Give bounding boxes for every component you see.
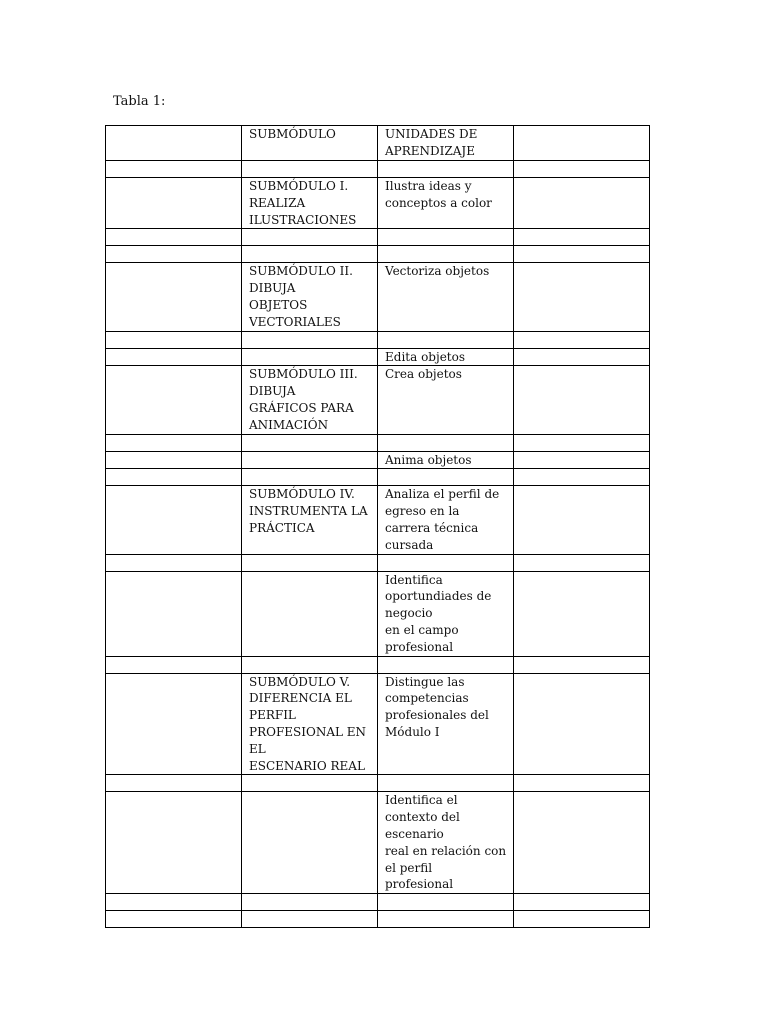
table-cell: SUBMÓDULO IV. INSTRUMENTA LA PRÁCTICA [242,486,378,554]
table-cell [242,161,378,178]
table-cell [106,673,242,775]
table-row [106,331,650,348]
table-cell [378,161,514,178]
table-cell [514,469,650,486]
table-cell [242,434,378,451]
table-cell [106,434,242,451]
table-cell [514,246,650,263]
table-cell [106,571,242,656]
table-cell [106,894,242,911]
table-cell: UNIDADES DE APRENDIZAJE [378,126,514,161]
table-cell [514,263,650,331]
table-cell [514,911,650,928]
table-row [106,229,650,246]
table-cell [514,486,650,554]
table-row [106,126,650,161]
table-row [106,775,650,792]
table-cell [514,126,650,161]
table-cell [106,263,242,331]
table-row [106,911,650,928]
table-cell: Identifica el contexto del escenario real en relación con el perfil profesional [378,792,514,894]
table-row [106,656,650,673]
table-cell [378,775,514,792]
table-cell [242,894,378,911]
table-cell [514,161,650,178]
table-cell [106,656,242,673]
table-row [106,451,650,469]
table-cell [378,554,514,571]
table-cell [514,894,650,911]
table-cell: SUBMÓDULO I. REALIZA ILUSTRACIONES [242,178,378,229]
table-cell [514,792,650,894]
table-row [106,486,650,554]
table-cell [242,246,378,263]
table-cell [242,469,378,486]
table-cell [378,894,514,911]
table-cell: Anima objetos [378,451,514,469]
table-row [106,161,650,178]
table-cell [242,451,378,469]
table-cell [106,775,242,792]
table-cell [106,486,242,554]
table-cell [514,775,650,792]
table-row [106,434,650,451]
modules-table [105,125,650,928]
table-cell [514,366,650,434]
table-cell [514,348,650,366]
table-cell [106,229,242,246]
table-cell [242,571,378,656]
table-cell [106,554,242,571]
table-cell [242,792,378,894]
table-cell [378,246,514,263]
table-row [106,894,650,911]
table-caption: Tabla 1: [113,94,166,109]
table-row [106,246,650,263]
table-cell [514,434,650,451]
table-row [106,792,650,894]
table-cell [242,911,378,928]
table-cell: SUBMÓDULO [242,126,378,161]
table-cell: Crea objetos [378,366,514,434]
table-cell [378,229,514,246]
table-row [106,469,650,486]
table-cell [514,571,650,656]
table-cell [106,178,242,229]
table-cell [514,673,650,775]
table-cell [378,656,514,673]
table-row [106,673,650,775]
table-cell [242,775,378,792]
table-cell [106,348,242,366]
table-cell: Ilustra ideas y conceptos a color [378,178,514,229]
table-cell [378,911,514,928]
table-cell [242,331,378,348]
table-cell [106,451,242,469]
table-cell: Vectoriza objetos [378,263,514,331]
table-row [106,554,650,571]
table-cell [514,331,650,348]
table-cell: Analiza el perfil de egreso en la carrera técnica cursada [378,486,514,554]
table-row [106,348,650,366]
table-cell [106,469,242,486]
table-cell: SUBMÓDULO III. DIBUJA GRÁFICOS PARA ANIMACIÓN [242,366,378,434]
table-cell [106,126,242,161]
table-row [106,571,650,656]
table-cell: Edita objetos [378,348,514,366]
table-cell: Identifica oportundiades de negocio en el campo profesional [378,571,514,656]
table-cell [242,229,378,246]
table-cell: Distingue las competencias profesionales del Módulo I [378,673,514,775]
table-cell [378,469,514,486]
table-cell [242,554,378,571]
table-cell [242,656,378,673]
table-row [106,366,650,434]
table-cell: SUBMÓDULO II. DIBUJA OBJETOS VECTORIALES [242,263,378,331]
table-cell [106,331,242,348]
table-cell [106,246,242,263]
table-cell [378,331,514,348]
table-cell: SUBMÓDULO V. DIFERENCIA EL PERFIL PROFESIONAL EN EL ESCENARIO REAL [242,673,378,775]
table-cell [106,161,242,178]
table-row [106,178,650,229]
table-cell [106,911,242,928]
table-cell [514,229,650,246]
table-cell [514,451,650,469]
table-cell [378,434,514,451]
table-cell [514,178,650,229]
table-row [106,263,650,331]
table-cell [106,366,242,434]
table-cell [514,554,650,571]
table-cell [514,656,650,673]
table-cell [242,348,378,366]
table-cell [106,792,242,894]
